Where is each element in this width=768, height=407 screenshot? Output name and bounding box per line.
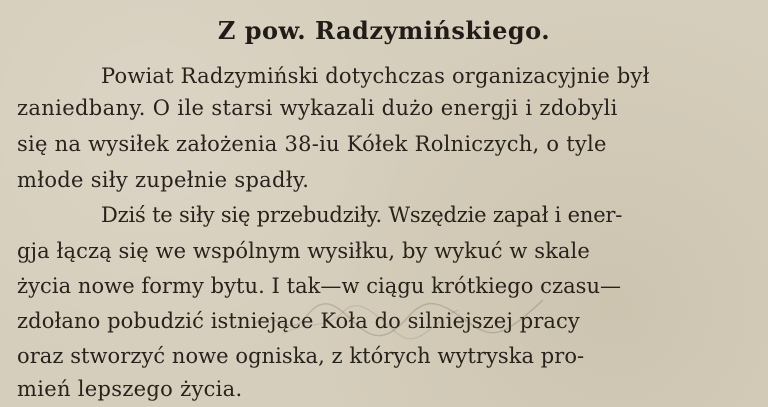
text-line: mień lepszego życia. <box>17 377 243 401</box>
text-line: Dziś te siły się przebudziły. Wszędzie zapał i ener- <box>101 203 623 227</box>
text-line: gja łączą się we wspólnym wysiłku, by wykuć w skale <box>17 239 590 263</box>
text-line: młode siły zupełnie spadły. <box>17 168 310 192</box>
text-line: życia nowe formy bytu. I tak—w ciągu krótkiego czasu— <box>17 274 622 298</box>
text-line: oraz stworzyć nowe ogniska, z których wytryska pro- <box>17 344 585 368</box>
article-title: Z pow. Radzymińskiego. <box>217 16 551 45</box>
text-line: zdołano pobudzić istniejące Koła do silniejszej pracy <box>17 309 580 333</box>
text-line: się na wysiłek założenia 38-iu Kółek Rolniczych, o tyle <box>17 132 607 156</box>
text-line: zaniedbany. O ile starsi wykazali dużo energji i zdobyli <box>17 96 618 120</box>
text-line: Powiat Radzymiński dotychczas organizacyjnie był <box>101 64 650 88</box>
